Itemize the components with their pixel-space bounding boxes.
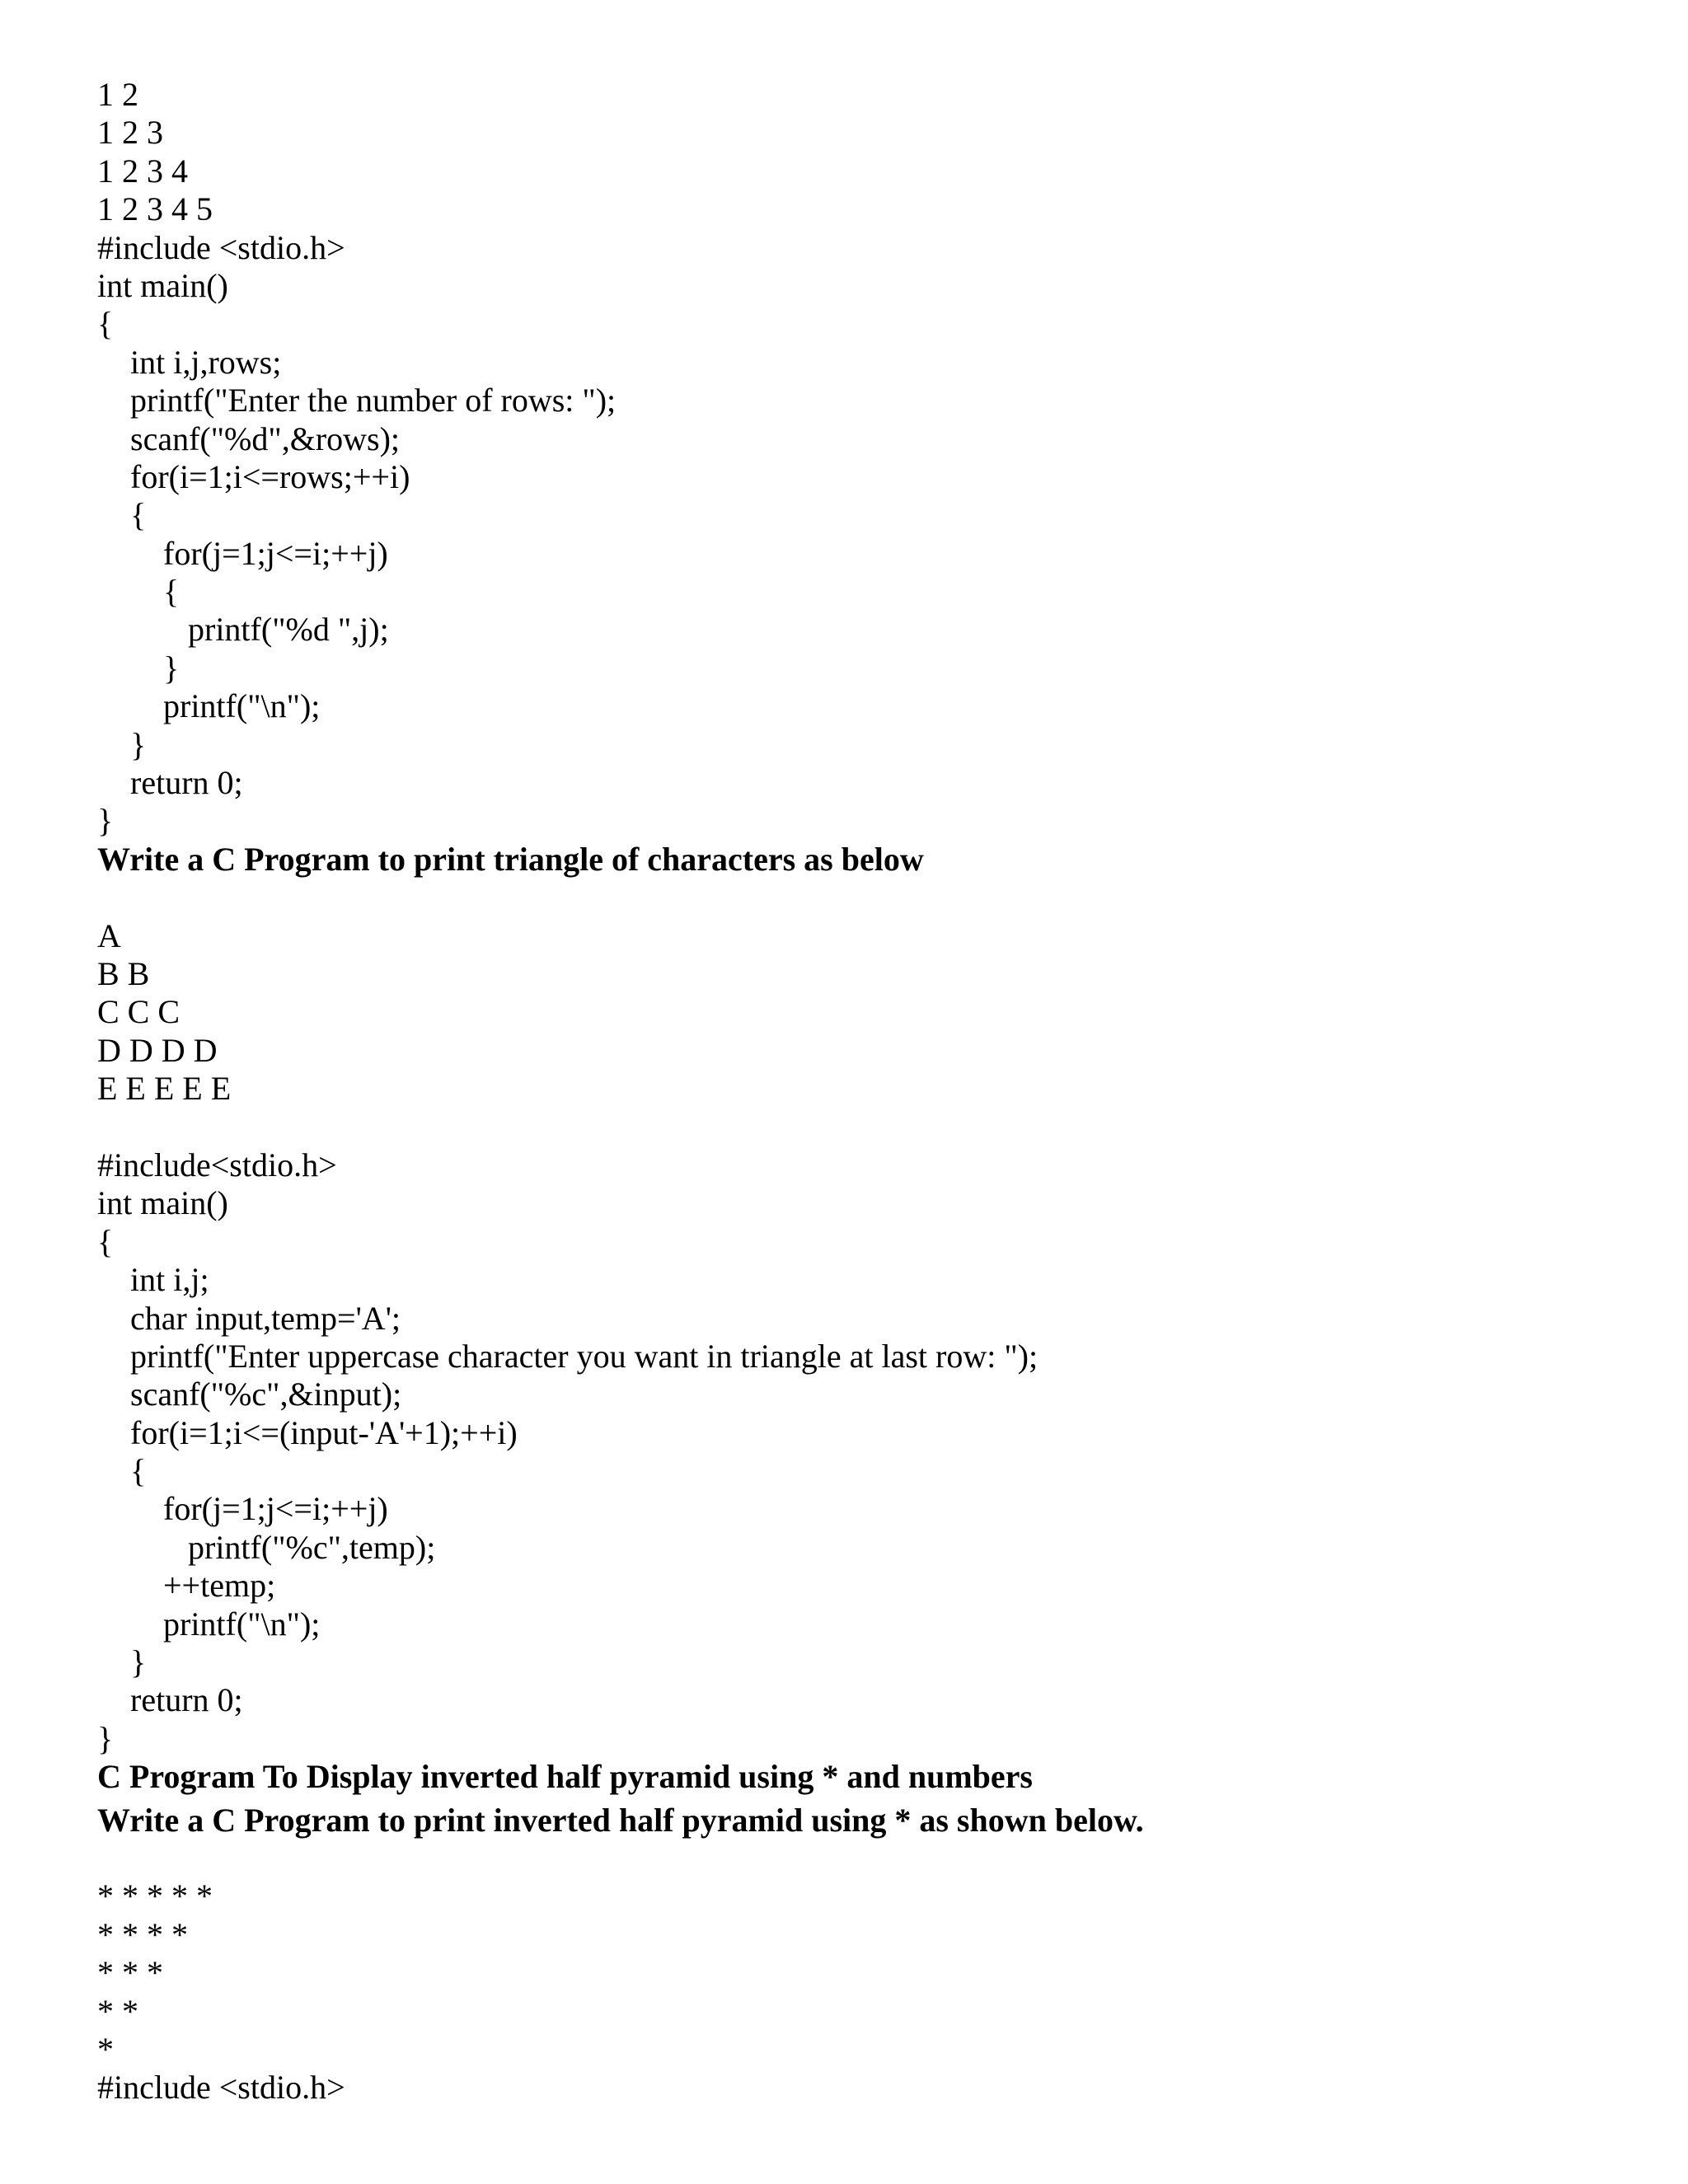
code-line: char input,temp='A'; [130,1299,401,1337]
code-line: { [97,1222,114,1260]
output-line: C C C [97,993,181,1031]
code-line: for(i=1;i<=rows;++i) [130,457,410,495]
code-line: } [97,1719,114,1757]
code-line: { [130,1452,147,1490]
code-line: } [130,725,147,763]
code-line: } [130,1643,147,1681]
code-line: for(i=1;i<=(input-'A'+1);++i) [130,1413,518,1451]
output-line: * * * * * [97,1877,213,1915]
star-pyramid-code [97,2069,1614,2107]
code-line: int i,j; [130,1261,209,1299]
code-line: #include <stdio.h> [97,2069,345,2107]
section-heading: C Program To Display inverted half pyramid using * and numbers [97,1758,1033,1796]
code-line: #include <stdio.h> [97,228,345,266]
code-line: for(j=1;j<=i;++j) [163,534,388,572]
code-line: for(j=1;j<=i;++j) [163,1490,388,1528]
number-triangle-code [97,229,1614,841]
code-line: scanf("%d",&rows); [130,419,401,457]
output-line: A [97,916,121,954]
section-heading: Write a C Program to print inverted half pyramid using * as shown below. [97,1801,1144,1839]
character-triangle-output [97,917,1614,1108]
code-line: { [163,573,180,611]
star-pyramid-output [97,1877,1614,2069]
code-line: return 0; [130,1681,243,1719]
number-triangle-output [97,76,1614,229]
code-line: int i,j,rows; [130,343,282,381]
output-line: * * * * [97,1915,188,1953]
document-page [97,76,1614,2107]
spacer [97,1840,1614,1877]
output-line: 1 2 [97,76,138,113]
code-line: printf("%d ",j); [188,611,389,649]
code-line: { [130,496,147,534]
section-heading: Write a C Program to print triangle of characters as below [97,840,924,878]
spacer [97,879,1614,916]
code-line: printf("Enter the number of rows: "); [130,382,617,419]
code-line: } [163,649,180,687]
spacer [97,1108,1614,1146]
output-line: 1 2 3 [97,114,163,152]
code-line: printf("%c",temp); [188,1528,436,1566]
code-line: { [97,305,114,343]
code-line: ++temp; [163,1567,276,1605]
output-line: D D D D [97,1031,218,1069]
output-line: * [97,2030,114,2068]
output-line: 1 2 3 4 5 [97,190,213,228]
output-line: 1 2 3 4 [97,152,188,190]
code-line: #include<stdio.h> [97,1146,337,1183]
code-line: } [97,802,114,840]
code-line: scanf("%c",&input); [130,1376,402,1413]
code-line: int main() [97,266,228,304]
output-line: B B [97,954,150,992]
character-triangle-code [97,1146,1614,1758]
output-line: * * [97,1992,138,2030]
code-line: printf("\n"); [163,1605,321,1643]
code-line: printf("Enter uppercase character you want in triangle at last row: "); [130,1337,1039,1375]
output-line: * * * [97,1954,163,1992]
code-line: return 0; [130,764,243,802]
code-line: printf("\n"); [163,687,321,725]
code-line: int main() [97,1184,228,1222]
output-line: E E E E E [97,1070,232,1108]
